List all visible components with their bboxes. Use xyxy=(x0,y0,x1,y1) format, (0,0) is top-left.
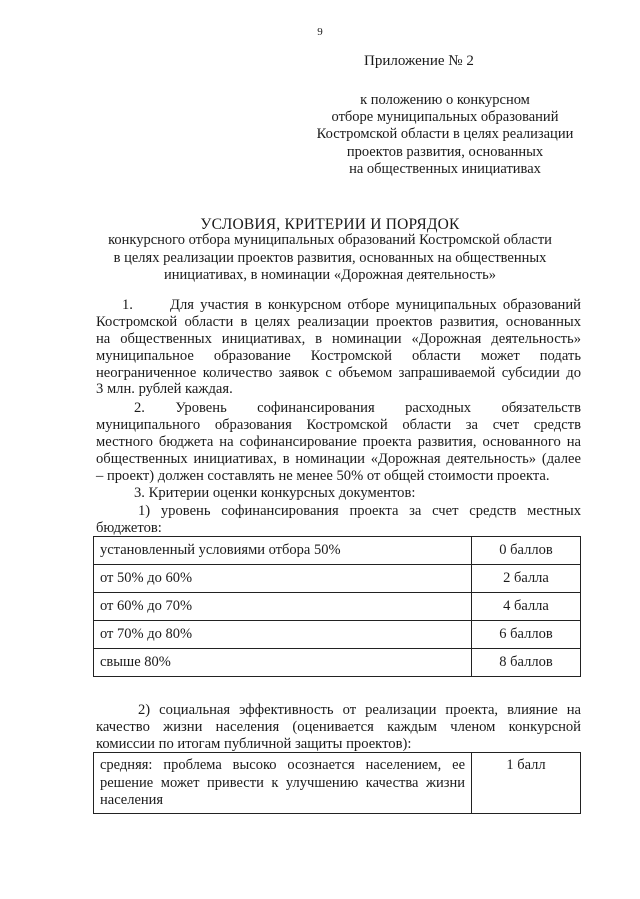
paragraph-3-1 xyxy=(96,503,581,537)
table-row xyxy=(94,753,581,814)
points-cell: 1 балл xyxy=(472,753,581,814)
criterion-cell: от 70% до 80% xyxy=(94,621,472,649)
paragraph-line: бюджетов: xyxy=(96,519,162,536)
document-subtitle xyxy=(70,232,590,285)
paragraph-line: 3. Критерии оценки конкурсных документов: xyxy=(134,485,416,501)
paragraph-line: – проект) должен составлять не менее 50% от общей стоимости проекта. xyxy=(96,467,550,484)
criterion-cell: установленный условиями отбора 50% xyxy=(94,537,472,565)
paragraph-line: общественных инициативах, в номинации «Дорожная деятельность» (далее xyxy=(96,450,581,467)
appendix-subtitle-line: Костромской области в целях реализации xyxy=(316,126,574,143)
paragraph-line: 3 млн. рублей каждая. xyxy=(96,381,233,398)
paragraph-line: качество жизни населения (оценивается каждым членом конкурсной xyxy=(96,718,581,735)
document-title: УСЛОВИЯ, КРИТЕРИИ И ПОРЯДОК xyxy=(200,216,460,233)
page-number: 9 xyxy=(317,26,323,38)
document-subtitle-line: конкурсного отбора муниципальных образований Костромской области xyxy=(108,232,552,248)
appendix-subtitle-line: отборе муниципальных образований xyxy=(331,109,559,126)
points-cell: 4 балла xyxy=(472,593,581,621)
criterion-cell: от 60% до 70% xyxy=(94,593,472,621)
paragraph-3 xyxy=(96,485,581,502)
paragraph-1 xyxy=(96,297,581,398)
points-cell: 0 баллов xyxy=(472,537,581,565)
appendix-subtitle xyxy=(300,92,590,178)
points-cell: 8 баллов xyxy=(472,649,581,677)
social-efficiency-table xyxy=(93,752,581,814)
document-subtitle-line: в целях реализации проектов развития, основанных на общественных xyxy=(113,249,547,266)
paragraph-line: 2) социальная эффективность от реализации проекта, влияние на xyxy=(138,702,581,718)
criterion-cell: от 50% до 60% xyxy=(94,565,472,593)
paragraph-line: неограниченное количество заявок с объемом запрашиваемой субсидии до xyxy=(96,364,581,381)
appendix-subtitle-line: на общественных инициативах xyxy=(349,160,541,177)
paragraph-line: 1) уровень софинансирования проекта за счет средств местных xyxy=(138,503,581,519)
appendix-subtitle-line: проектов развития, основанных xyxy=(346,143,544,160)
paragraph-line: 1. Для участия в конкурсном отборе муниципальных образований xyxy=(122,297,581,313)
cofinancing-criteria-table xyxy=(93,536,581,677)
paragraph-line: Костромской области в целях реализации проектов развития, основанных xyxy=(96,313,581,330)
table-row xyxy=(94,537,581,565)
document-subtitle-line: инициативах, в номинации «Дорожная деятельность» xyxy=(164,267,496,283)
paragraph-line: муниципального образования Костромской области за счет средств xyxy=(96,416,581,433)
table-row xyxy=(94,649,581,677)
paragraph-line: муниципальное образование Костромской области может подать xyxy=(96,347,581,364)
table-row xyxy=(94,565,581,593)
points-cell: 6 баллов xyxy=(472,621,581,649)
paragraph-line: на общественных инициативах, в номинации «Дорожная деятельность» xyxy=(96,330,581,347)
criterion-cell: средняя: проблема высоко осознается населением, ее решение может привести к улучшению качества жизни населения xyxy=(94,753,472,814)
paragraph-line: 2. Уровень софинансирования расходных обязательств xyxy=(134,400,581,416)
paragraph-line: местного бюджета на софинансирование проекта развития, основанного на xyxy=(96,433,581,450)
table-row xyxy=(94,593,581,621)
paragraph-3-2 xyxy=(96,702,581,753)
table-row xyxy=(94,621,581,649)
criterion-cell: свыше 80% xyxy=(94,649,472,677)
paragraph-2 xyxy=(96,400,581,484)
appendix-subtitle-line: к положению о конкурсном xyxy=(360,92,530,108)
paragraph-line: комиссии по итогам публичной защиты проектов): xyxy=(96,735,412,752)
appendix-title: Приложение № 2 xyxy=(364,53,474,69)
points-cell: 2 балла xyxy=(472,565,581,593)
